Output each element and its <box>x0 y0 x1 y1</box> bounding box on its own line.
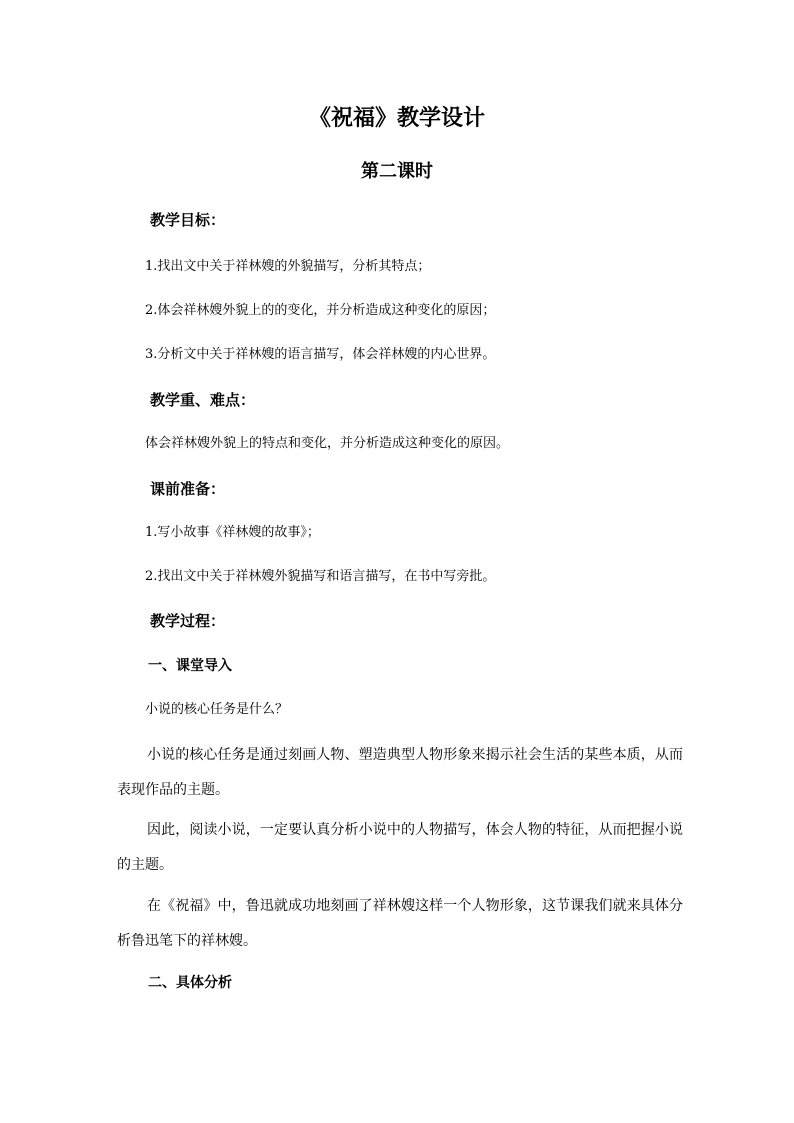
document-subtitle: 第二课时 <box>361 161 433 182</box>
preparation-item-2: 2.找出文中关于祥林嫂外貌描写和语言描写，在书中写旁批。 <box>145 569 496 584</box>
section-1-question: 小说的核心任务是什么？ <box>145 702 289 717</box>
preparation-heading: 课前准备： <box>150 480 226 498</box>
key-points-heading: 教学重、难点： <box>150 391 256 409</box>
document-title: 《祝福》教学设计 <box>308 105 485 131</box>
section-1-paragraph-2: 因此，阅读小说，一定要认真分析小说中的人物描写，体会人物的特征，从而把握小说的主题。 <box>117 822 683 873</box>
section-1-heading: 一、课堂导入 <box>148 658 232 674</box>
objectives-heading: 教学目标： <box>150 211 226 229</box>
objective-item-2: 2.体会祥林嫂外貌上的的变化，并分析造成这种变化的原因； <box>145 303 496 318</box>
objective-item-1: 1.找出文中关于祥林嫂的外貌描写，分析其特点； <box>145 259 431 274</box>
preparation-item-1: 1.写小故事《祥林嫂的故事》； <box>145 525 320 540</box>
process-heading: 教学过程： <box>150 612 226 630</box>
section-1-paragraph-3: 在《祝福》中，鲁迅就成功地刻画了祥林嫂这样一个人物形象，这节课我们就来具体分析鲁迅笔下的祥林嫂。 <box>117 898 683 949</box>
section-2-heading: 二、具体分析 <box>148 975 232 991</box>
objective-item-3: 3.分析文中关于祥林嫂的语言描写，体会祥林嫂的内心世界。 <box>145 347 496 362</box>
key-points-text: 体会祥林嫂外貌上的特点和变化，并分析造成这种变化的原因。 <box>145 436 510 451</box>
section-1-paragraph-1: 小说的核心任务是通过刻画人物、塑造典型人物形象来揭示社会生活的某些本质，从而表现作品的主题。 <box>117 747 683 798</box>
